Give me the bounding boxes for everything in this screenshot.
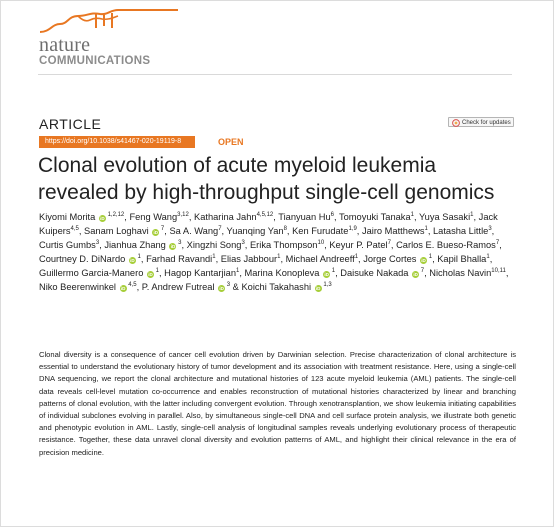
author-affiliation: 1 [486, 254, 490, 260]
author-affiliation: 1 [424, 226, 428, 232]
author-affiliation: 1 [427, 254, 433, 260]
author-entry[interactable] [39, 282, 137, 292]
orcid-icon[interactable]: iD [421, 258, 426, 263]
author-name: Feng Wang [129, 212, 178, 222]
author-name: Kapil Bhalla [437, 254, 487, 264]
author-entry[interactable] [142, 282, 230, 292]
orcid-icon[interactable]: iD [219, 286, 224, 291]
author-entry[interactable] [429, 268, 506, 278]
author-entry[interactable] [39, 212, 124, 222]
logo-wordmark-communications: COMMUNICATIONS [39, 55, 151, 67]
author-affiliation: 4,5 [70, 226, 79, 232]
author-name: Sa A. Wang [169, 226, 219, 236]
author-entry[interactable] [292, 226, 357, 236]
author-affiliation: 1 [212, 254, 216, 260]
author-name: Yuya Sasaki [418, 212, 471, 222]
check-for-updates-button[interactable] [448, 117, 514, 127]
author-entry[interactable] [437, 254, 489, 264]
author-affiliation: 4,5,12 [256, 212, 274, 218]
author-entry[interactable] [245, 268, 336, 278]
author-affiliation: 1,9 [348, 226, 357, 232]
orcid-icon[interactable]: iD [170, 244, 176, 249]
author-entry[interactable] [339, 212, 414, 222]
logo-wave-graphic [38, 6, 178, 36]
author-entry[interactable] [286, 254, 358, 264]
author-name: Curtis Gumbs [39, 240, 96, 250]
author-name: Keyur P. Patel [329, 240, 388, 250]
author-entry[interactable] [241, 282, 331, 292]
author-affiliation: 1 [354, 254, 359, 260]
author-name: Nicholas Navin [429, 268, 492, 278]
author-list: Kiyomi Morita iD $^{1,2,12}$, Feng Wang$^{3,12}$, Katharina Jahn$^{4,5,12}$, Tianyuan Hu$^6$, Tomoyuki Tanaka$^1$, Yuya Sasaki$^1$, Jack Kuipers$^{4,5}$, Sanam Loghavi iD $^7$, Sa A. Wang$^7$, Yuanqing Yan$^8$, Ken Furudate$^{1,9}$, Jairo Matthews$^1$, Latasha Little$^3$, Curtis Gumbs$^3$, Jianhua Zhang iD $^3$, Xingzhi Song$^3$, Erika Thompson$^{10}$, Keyur P. Patel$^7$, Carlos E. Bueso-Ramos$^7$, Courtney D. DiNardo iD $^1$, Farhad Ravandi$^1$, Elias Jabbour$^1$, Michael Andreeff$^1$, Jorge Cortes iD $^1$, Kapil Bhalla$^1$, Guillermo Garcia-Manero iD $^1$, Hagop Kantarjian$^1$, Marina Konopleva iD $^1$, Daisuke Nakada iD $^7$, Nicholas Navin$^{10,11}$, Niko Beerenwinkel iD $^{4,5}$, P. Andrew Futreal iD $^3$ & Koichi Takahashi iD $^{1,3}$ [39, 212, 509, 292]
author-entry[interactable] [39, 268, 159, 278]
orcid-icon[interactable]: iD [324, 272, 329, 277]
author-name: Xingzhi Song [186, 240, 242, 250]
author-name: Michael Andreeff [285, 254, 355, 264]
author-affiliation: 7 [387, 240, 391, 246]
author-entry[interactable] [187, 240, 245, 250]
author-name: Jairo Matthews [361, 226, 425, 236]
author-name: Katharina Jahn [194, 212, 257, 222]
author-affiliation: 3 [225, 282, 231, 288]
author-name: Carlos E. Bueso-Ramos [396, 240, 496, 250]
author-affiliation: 10,11 [491, 268, 506, 274]
author-entry[interactable] [221, 254, 281, 264]
author-entry[interactable] [396, 240, 499, 250]
orcid-icon[interactable]: iD [315, 286, 321, 291]
author-name: Marina Konopleva [244, 268, 320, 278]
header-divider [38, 74, 512, 75]
author-affiliation: 8 [283, 226, 287, 232]
author-entry[interactable] [84, 226, 164, 236]
author-name: Erika Thompson [249, 240, 318, 250]
author-name: Tomoyuki Tanaka [338, 212, 411, 222]
author-affiliation: 7 [218, 226, 222, 232]
author-affiliation: 7 [159, 226, 165, 232]
orcid-icon[interactable]: iD [153, 230, 158, 235]
author-affiliation: 3 [241, 240, 245, 246]
author-name: Sanam Loghavi [84, 226, 149, 236]
orcid-icon[interactable]: iD [100, 216, 105, 221]
author-affiliation: 1 [330, 268, 336, 274]
author-entry[interactable] [169, 226, 221, 236]
author-name: Koichi Takahashi [241, 282, 312, 292]
author-name: Kiyomi Morita [39, 212, 96, 222]
author-entry[interactable] [419, 212, 474, 222]
author-name: Jianhua Zhang [104, 240, 166, 250]
author-name: Ken Furudate [292, 226, 349, 236]
author-entry[interactable] [329, 240, 391, 250]
author-entry[interactable] [129, 212, 188, 222]
abstract-text: Clonal diversity is a consequence of cancer cell evolution driven by Darwinian selection. Precise characterization of clonal architecture is essential to understand the evolutionary history of tumor development and its association with treatment resistance. Here, using a single-cell DNA sequencing, we report the clonal architecture and mutational histories of 123 acute myeloid leukemia (AML) patients. The single-cell data reveals cell-level mutation co-occurrence and enables reconstruction of mutational histories characterized by linear and branching patterns of clonal evolution, with the latter including convergent evolution. Through xenotransplantion, we show leukemia initiating capabilities of individual subclones evolving in parallel. Also, by simultaneous single-cell DNA and cell surface protein analysis, we illustrate both genetic and phenotypic evolution in AML. Lastly, single-cell analysis of longitudinal samples reveals underlying evolutionary process of therapeutic resistance. Together, these data unravel clonal diversity and evolution patterns of AML, and highlight their clinical relevance in the era of precision medicine. [39, 350, 516, 457]
author-name: Hagop Kantarjian [164, 268, 236, 278]
author-name: Jorge Cortes [363, 254, 417, 264]
article-title: Clonal evolution of acute myeloid leukemia revealed by high-throughput single-cell genomics [38, 154, 495, 204]
author-affiliation: 10 [317, 240, 325, 246]
check-for-updates-label: Check for updates [462, 120, 511, 126]
author-affiliation: 1 [277, 254, 281, 260]
author-affiliation: 1 [236, 268, 240, 274]
author-affiliation: 6 [330, 212, 334, 218]
author-affiliation: 1 [410, 212, 414, 218]
author-entry[interactable] [39, 240, 99, 250]
author-entry[interactable] [227, 226, 287, 236]
check-updates-icon [452, 119, 460, 127]
orcid-icon[interactable]: iD [130, 258, 135, 263]
author-affiliation: 1 [470, 212, 474, 218]
author-name: P. Andrew Futreal [141, 282, 215, 292]
author-entry[interactable] [39, 254, 141, 264]
author-name: Yuanqing Yan [226, 226, 284, 236]
author-name: Latasha Little [433, 226, 489, 236]
orcid-icon[interactable]: iD [148, 272, 153, 277]
author-affiliation: 1,3 [321, 282, 332, 288]
author-entry[interactable] [194, 212, 273, 222]
author-entry[interactable] [340, 268, 424, 278]
orcid-icon[interactable]: iD [413, 272, 418, 277]
logo-wordmark-nature: nature [39, 34, 91, 56]
author-affiliation: 3,12 [177, 212, 189, 218]
author-name: Niko Beerenwinkel [39, 282, 116, 292]
author-entry[interactable] [363, 254, 432, 264]
author-entry[interactable] [278, 212, 334, 222]
doi-link[interactable]: https://doi.org/10.1038/s41467-020-19119-8 [39, 136, 195, 148]
author-affiliation: 1 [153, 268, 159, 274]
author-entry[interactable] [362, 226, 428, 236]
author-affiliation: 3 [488, 226, 492, 232]
journal-logo[interactable] [38, 6, 178, 66]
author-name: Guillermo Garcia-Manero [39, 268, 144, 278]
author-entry[interactable] [433, 226, 492, 236]
author-entry[interactable] [104, 240, 181, 250]
open-access-label: OPEN [218, 137, 244, 147]
author-affiliation: 3 [176, 240, 182, 246]
author-name: Jack Kuipers [39, 212, 498, 236]
orcid-icon[interactable]: iD [120, 286, 126, 291]
author-affiliation: 4,5 [126, 282, 137, 288]
author-affiliation: 7 [495, 240, 500, 246]
author-affiliation: 3 [95, 240, 100, 246]
author-name: Elias Jabbour [220, 254, 278, 264]
author-name: Courtney D. DiNardo [39, 254, 126, 264]
author-entry[interactable] [250, 240, 324, 250]
author-entry[interactable] [146, 254, 216, 264]
author-entry[interactable] [164, 268, 239, 278]
author-name: Tianyuan Hu [278, 212, 331, 222]
author-affiliation: 1 [135, 254, 141, 260]
author-affiliation: 1,2,12 [105, 212, 125, 218]
article-type-label: ARTICLE [39, 116, 102, 132]
author-name: Daisuke Nakada [340, 268, 409, 278]
author-name: Farhad Ravandi [146, 254, 213, 264]
author-affiliation: 7 [419, 268, 425, 274]
